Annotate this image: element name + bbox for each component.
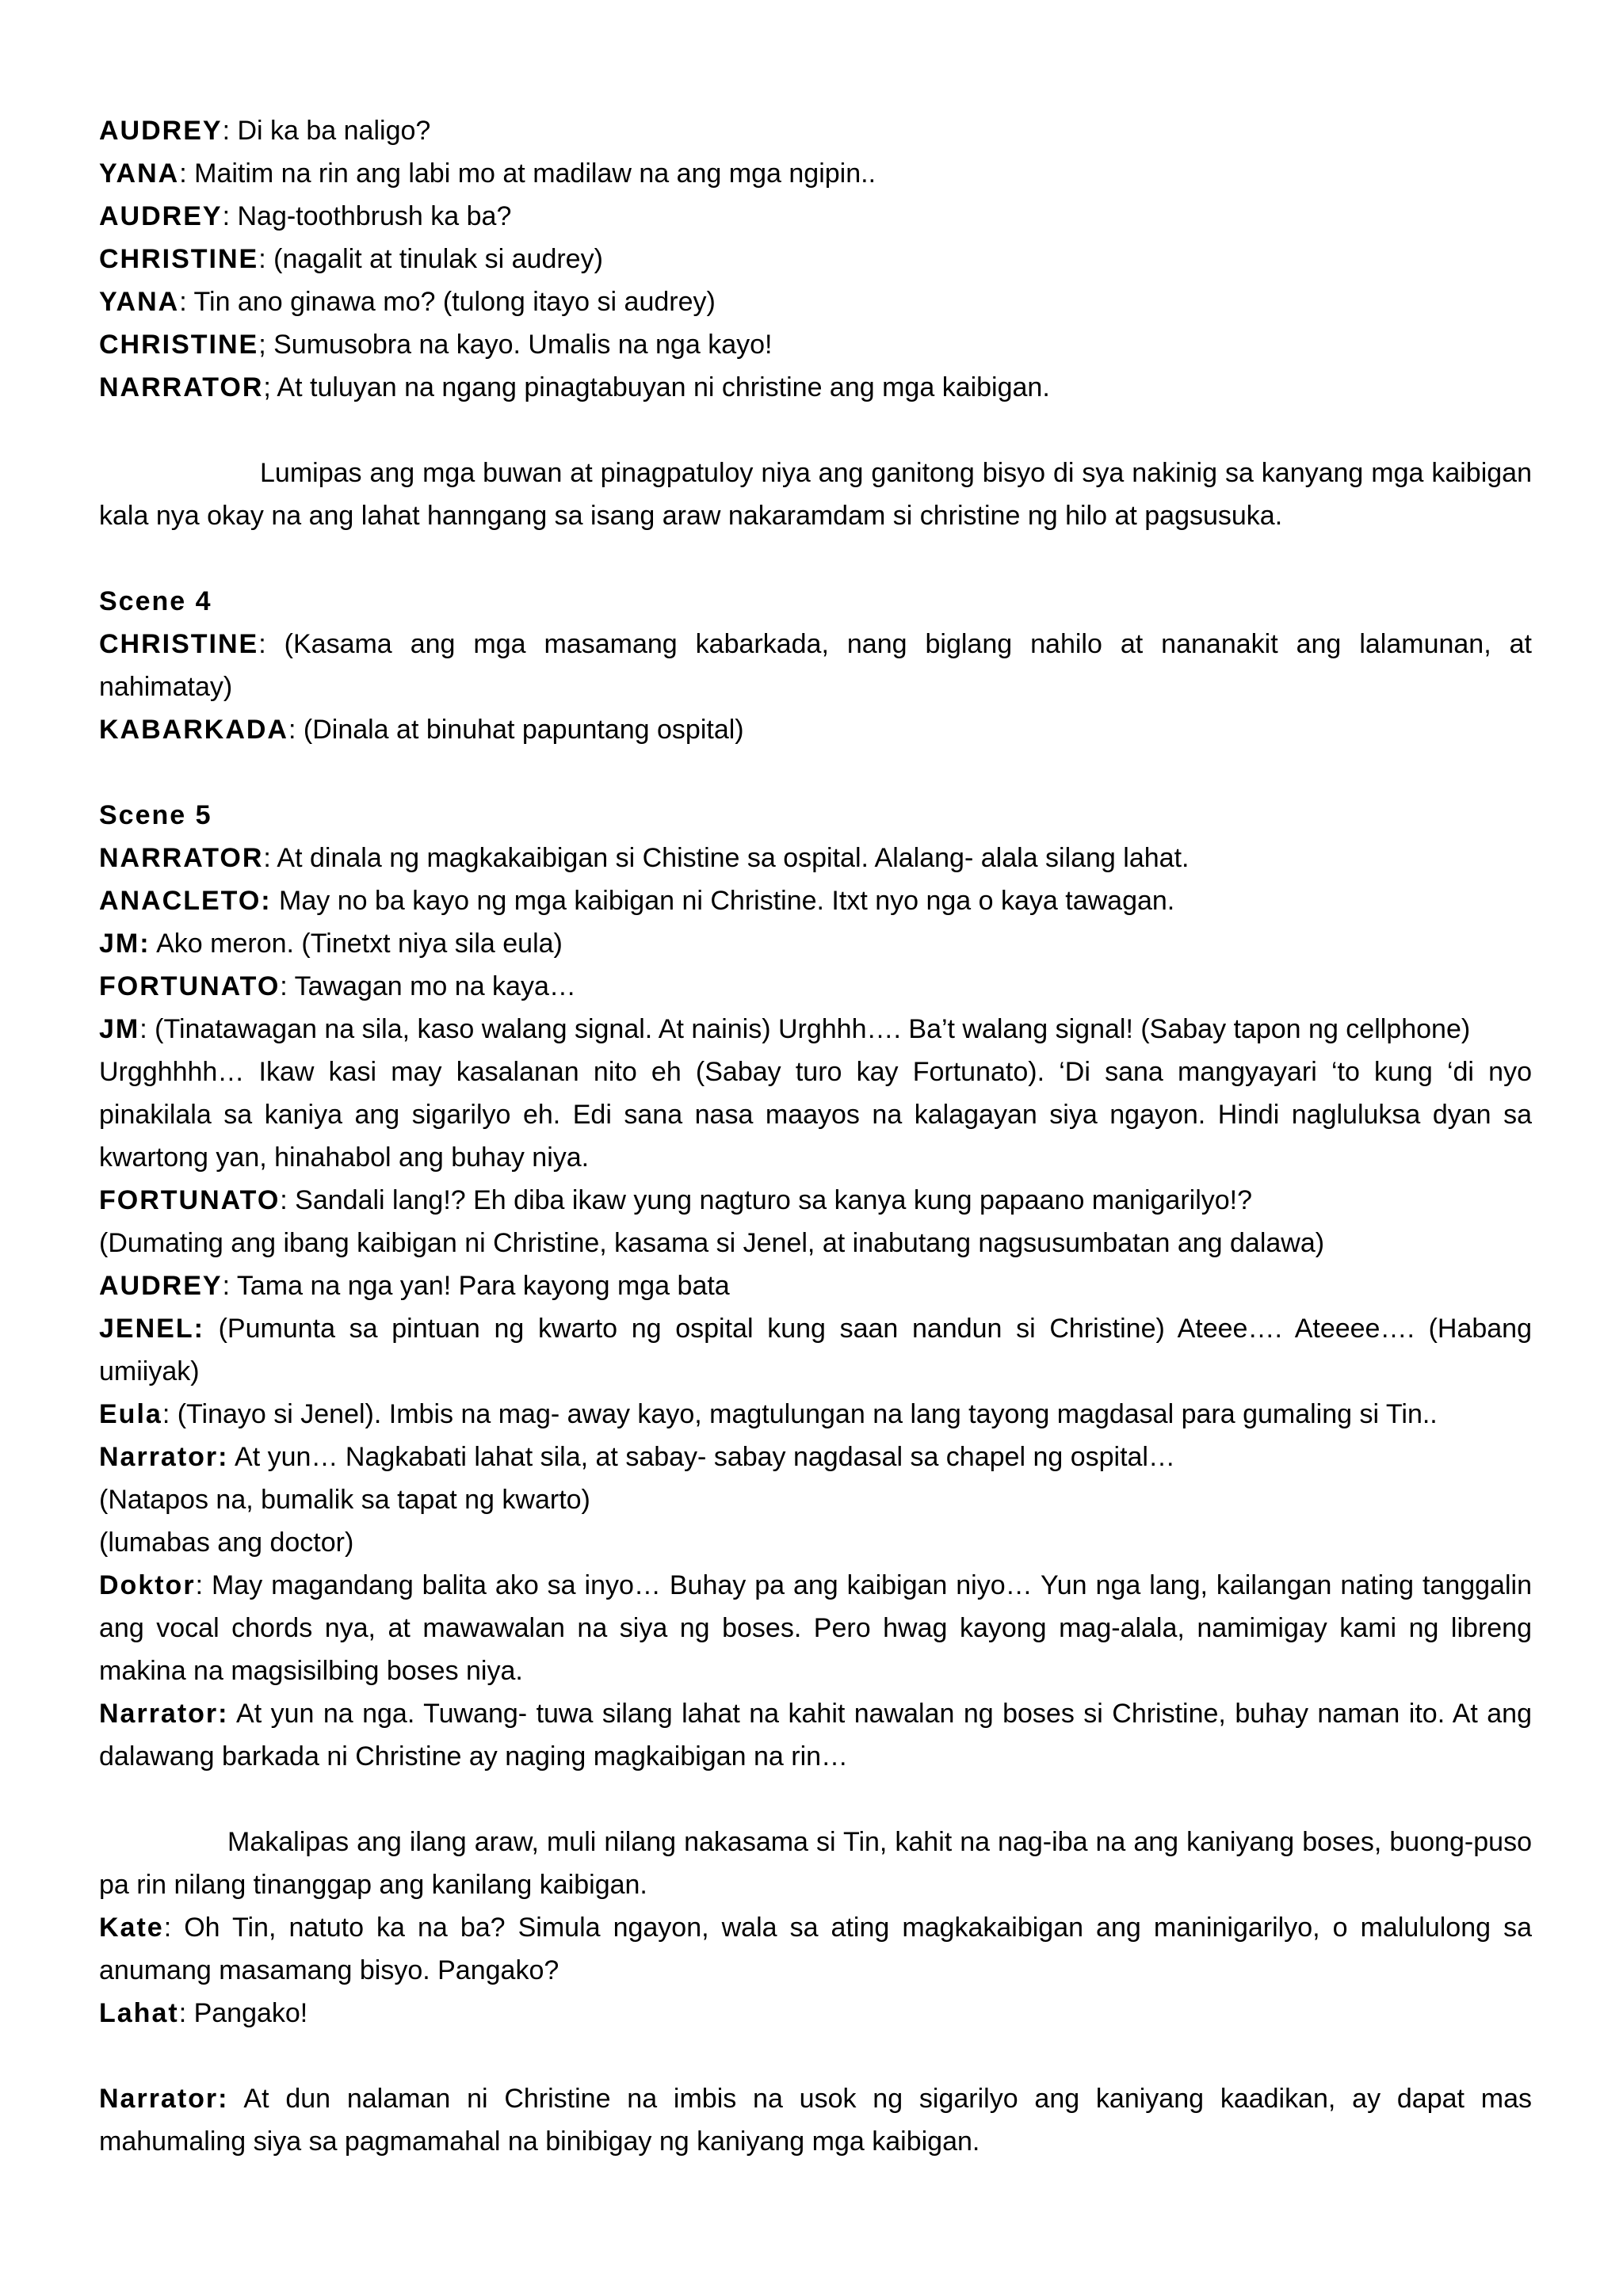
dialogue-line [99, 922, 1532, 965]
dialogue-line [99, 1521, 1532, 1564]
dialogue-line: Eula: (Tinayo si Jenel). Imbis na mag- away kayo, magtulungan na lang tayong magdasal para gumaling si Tin.. [99, 1399, 1438, 1429]
dialogue-text: (nagalit at tinulak si audrey) [265, 244, 603, 274]
speaker-name: CHRISTINE [99, 330, 259, 360]
dialogue-text: (Dinala at binuhat papuntang ospital) [296, 715, 744, 745]
spacer [99, 1778, 1532, 1821]
narrative-paragraph: Makalipas ang ilang araw, muli nilang nakasama si Tin, kahit na nag-iba na ang kaniyang boses, buong-puso pa rin nilang tinanggap ang kanilang kaibigan. [99, 1827, 1532, 1900]
dialogue-text: At yun… Nagkabati lahat sila, at sabay- sabay nagdasal sa chapel ng ospital… [228, 1442, 1175, 1472]
dialogue-line: NARRATOR: At dinala ng magkakaibigan si Chistine sa ospital. Alalang- alala silang lahat. [99, 843, 1190, 873]
speaker-name: CHRISTINE [99, 629, 259, 659]
dialogue-text: Pangako! [186, 1998, 308, 2028]
speaker-name: NARRATOR [99, 372, 264, 402]
speaker-name: JENEL: [99, 1314, 204, 1344]
dialogue-text: Sandali lang!? Eh diba ikaw yung nagturo sa kanya kung papaano manigarilyo!? [287, 1185, 1253, 1215]
dialogue-text: Tin ano ginawa mo? (tulong itayo si audrey) [186, 287, 716, 317]
dialogue-text: Di ka ba naligo? [230, 116, 431, 146]
speaker-name: NARRATOR [99, 843, 264, 873]
speaker-name: Doktor [99, 1570, 196, 1600]
dialogue-line [99, 1051, 1532, 1179]
dialogue-line: KABARKADA: (Dinala at binuhat papuntang ospital) [99, 715, 744, 745]
speaker-name: AUDREY [99, 116, 223, 146]
dialogue-text: (Tinayo si Jenel). Imbis na mag- away kayo, magtulungan na lang tayong magdasal para gumaling si Tin.. [170, 1399, 1438, 1429]
spacer [99, 537, 1532, 580]
spacer [99, 2035, 1532, 2077]
dialogue-line: AUDREY: Tama na nga yan! Para kayong mga bata [99, 1271, 730, 1301]
script-page [99, 109, 1532, 2163]
dialogue-text: At dinala ng magkakaibigan si Chistine sa ospital. Alalang- alala silang lahat. [270, 843, 1190, 873]
dialogue-line [99, 1307, 1532, 1393]
dialogue-line [99, 1478, 1532, 1521]
dialogue-text: At dun nalaman ni Christine na imbis na usok ng sigarilyo ang kaniyang kaadikan, ay dapat mas mahumaling siya sa pagmamahal na binibigay ng kaniyang mga kaibigan. [99, 2084, 1532, 2157]
dialogue-text: Ako meron. (Tinetxt niya sila eula) [150, 929, 563, 959]
dialogue-line: CHRISTINE: (nagalit at tinulak si audrey) [99, 244, 603, 274]
closing-line [99, 2077, 1532, 2163]
dialogue-line: CHRISTINE; Sumusobra na kayo. Umalis na nga kayo! [99, 330, 773, 360]
speaker-name: KABARKADA [99, 715, 288, 745]
dialogue-line [99, 1692, 1532, 1778]
dialogue-text: (Tinatawagan na sila, kaso walang signal. At nainis) Urghhh…. Ba’t walang signal! (Sabay tapon ng cellphone) [147, 1014, 1471, 1044]
speaker-name: Narrator: [99, 1442, 229, 1472]
speaker-name: Lahat [99, 1998, 179, 2028]
dialogue-line: YANA: Maitim na rin ang labi mo at madilaw na ang mga ngipin.. [99, 158, 876, 189]
speaker-name: YANA [99, 287, 180, 317]
dialogue-line: AUDREY: Di ka ba naligo? [99, 116, 431, 146]
dialogue-text: At yun na nga. Tuwang- tuwa silang lahat na kahit nawalan ng boses si Christine, buhay naman ito. At ang dalawang barkada ni Christine ay naging magkaibigan na rin… [99, 1699, 1532, 1772]
dialogue-text: Maitim na rin ang labi mo at madilaw na ang mga ngipin.. [186, 158, 876, 189]
narrative-paragraph: Lumipas ang mga buwan at pinagpatuloy niya ang ganitong bisyo di sya nakinig sa kanyang mga kaibigan kala nya okay na ang lahat hanngang sa isang araw nakaramdam si christine ng hilo at pagsusuka. [99, 458, 1532, 531]
speaker-name: FORTUNATO [99, 1185, 281, 1215]
dialogue-line: NARRATOR; At tuluyan na ngang pinagtabuyan ni christine ang mga kaibigan. [99, 372, 1050, 402]
dialogue-text: At tuluyan na ngang pinagtabuyan ni christine ang mga kaibigan. [270, 372, 1050, 402]
spacer [99, 409, 1532, 452]
speaker-name: CHRISTINE [99, 244, 259, 274]
dialogue-line: Lahat: Pangako! [99, 1998, 308, 2028]
speaker-name: ANACLETO: [99, 886, 272, 916]
dialogue-text: (Pumunta sa pintuan ng kwarto ng ospital kung saan nandun si Christine) Ateee…. Ateeee…. (Habang umiiyak) [99, 1314, 1532, 1386]
dialogue-line [99, 1436, 1532, 1478]
dialogue-text: May magandang balita ako sa inyo… Buhay pa ang kaibigan niyo… Yun nga lang, kailangan nating tanggalin ang vocal chords nya, at mawawalan na siya ng boses. Pero hwag kayong mag-alala, namimigay kami ng libreng makina na magsisilbing boses niya. [99, 1570, 1532, 1686]
dialogue-line: CHRISTINE: (Kasama ang mga masamang kabarkada, nang biglang nahilo at nananakit ang lalamunan, at nahimatay) [99, 629, 1532, 702]
dialogue-text: May no ba kayo ng mga kaibigan ni Christine. Itxt nyo nga o kaya tawagan. [271, 886, 1175, 916]
dialogue-text: Oh Tin, natuto ka na ba? Simula ngayon, wala sa ating magkakaibigan ang maninigarilyo, o malululong sa anumang masamang bisyo. Pangako? [99, 1913, 1532, 1985]
spacer [99, 751, 1532, 794]
dialogue-line [99, 879, 1532, 922]
dialogue-text: (Dumating ang ibang kaibigan ni Christine, kasama si Jenel, at inabutang nagsusumbatan ang dalawa) [99, 1228, 1325, 1258]
scene-4 [99, 580, 1532, 751]
scene-5 [99, 794, 1532, 1778]
dialogue-line [99, 1222, 1532, 1264]
dialogue-line: FORTUNATO: Sandali lang!? Eh diba ikaw yung nagturo sa kanya kung papaano manigarilyo!? [99, 1185, 1253, 1215]
dialogue-block-2 [99, 1906, 1532, 2035]
dialogue-text: Sumusobra na kayo. Umalis na nga kayo! [265, 330, 773, 360]
dialogue-line: AUDREY: Nag-toothbrush ka ba? [99, 201, 512, 231]
speaker-name: Eula [99, 1399, 162, 1429]
speaker-name: Kate [99, 1913, 164, 1943]
speaker-name: Narrator: [99, 1699, 229, 1729]
dialogue-text: (Kasama ang mga masamang kabarkada, nang biglang nahilo at nananakit ang lalamunan, at nahimatay) [99, 629, 1532, 702]
speaker-name: FORTUNATO [99, 971, 281, 1001]
dialogue-text: (lumabas ang doctor) [99, 1527, 354, 1558]
dialogue-text: Tama na nga yan! Para kayong mga bata [230, 1271, 730, 1301]
speaker-name: AUDREY [99, 1271, 223, 1301]
dialogue-block-1 [99, 109, 1532, 409]
speaker-name: AUDREY [99, 201, 223, 231]
speaker-name: Narrator: [99, 2084, 229, 2114]
dialogue-text: Urgghhhh… Ikaw kasi may kasalanan nito eh (Sabay turo kay Fortunato). ‘Di sana mangyayari ‘to kung ‘di nyo pinakilala sa kaniya ang sigarilyo eh. Edi sana nasa maayos na kalagayan siya ngayon. Hindi nagluluksa dyan sa kwartong yan, hinahabol ang buhay niya. [99, 1057, 1532, 1173]
scene-heading: Scene 5 [99, 800, 212, 830]
dialogue-line: YANA: Tin ano ginawa mo? (tulong itayo si audrey) [99, 287, 716, 317]
speaker-name: YANA [99, 158, 180, 189]
dialogue-line: FORTUNATO: Tawagan mo na kaya… [99, 971, 576, 1001]
dialogue-text: Tawagan mo na kaya… [287, 971, 576, 1001]
dialogue-text: Nag-toothbrush ka ba? [230, 201, 512, 231]
speaker-name: JM [99, 1014, 140, 1044]
scene-heading: Scene 4 [99, 586, 212, 616]
dialogue-line: Doktor: May magandang balita ako sa inyo… Buhay pa ang kaibigan niyo… Yun nga lang, kailangan nating tanggalin ang vocal chords nya, at mawawalan na siya ng boses. Pero hwag kayong mag-alala, namimigay kami ng libreng makina na magsisilbing boses niya. [99, 1570, 1532, 1686]
speaker-name: JM: [99, 929, 151, 959]
dialogue-line: Kate: Oh Tin, natuto ka na ba? Simula ngayon, wala sa ating magkakaibigan ang maninigarilyo, o malululong sa anumang masamang bisyo. Pangako? [99, 1913, 1532, 1985]
dialogue-text: (Natapos na, bumalik sa tapat ng kwarto) [99, 1485, 590, 1515]
dialogue-line: JM: (Tinatawagan na sila, kaso walang signal. At nainis) Urghhh…. Ba’t walang signal! (Sabay tapon ng cellphone) [99, 1014, 1471, 1044]
